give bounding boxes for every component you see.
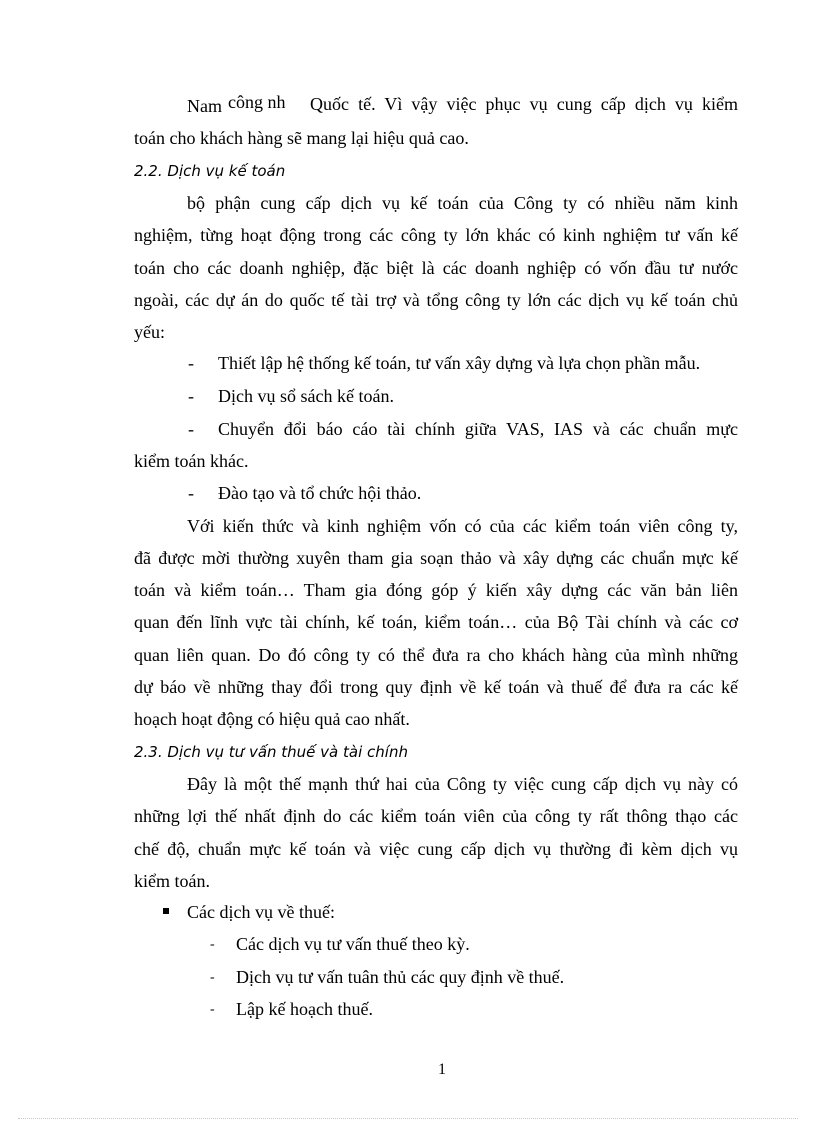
list-dash: - [188,419,194,439]
paragraph-line: đã được mời thường xuyên tham gia soạn thảo và xây dựng các chuẩn mực kế [134,548,738,568]
list-item: Dịch vụ sổ sách kế toán. [218,386,394,406]
section-heading: 2.3. Dịch vụ tư vấn thuế và tài chính [134,743,408,761]
list-item: Đào tạo và tổ chức hội thảo. [218,483,422,503]
section-heading: 2.2. Dịch vụ kế toán [134,162,286,180]
paragraph-line: những lợi thế nhất định do các kiểm toán viên của công ty rất thông thạo các [134,806,738,826]
paragraph-line: toán cho các doanh nghiệp, đặc biệt là các doanh nghiệp có vốn đầu tư nước [134,258,738,278]
list-item: Thiết lập hệ thống kế toán, tư vấn xây dựng và lựa chọn phần mẫu. [218,353,701,373]
paragraph-line: yếu: [134,322,165,342]
list-item: Các dịch vụ tư vấn thuế theo kỳ. [236,934,470,954]
list-dash: - [188,353,194,373]
paragraph-line: hoạch hoạt động có hiệu quả cao nhất. [134,709,410,729]
paragraph-line: bộ phận cung cấp dịch vụ kế toán của Công ty có nhiều năm kinh [187,193,738,213]
list-dash: - [210,1002,215,1017]
list-heading: Các dịch vụ về thuế: [187,902,335,922]
list-dash: - [210,970,215,985]
list-item-continuation: kiểm toán khác. [134,451,249,471]
paragraph-line: toán và kiểm toán… Tham gia đóng góp ý kiến xây dựng các văn bản liên [134,580,738,600]
paragraph-line: chế độ, chuẩn mực kế toán và việc cung cấp dịch vụ thường đi kèm dịch vụ [134,839,738,859]
page-bottom-rule [18,1118,798,1119]
list-dash: - [210,937,215,952]
paragraph-line: Với kiến thức và kinh nghiệm vốn có của các kiểm toán viên công ty, [187,516,738,536]
page-number: 1 [438,1061,446,1078]
paragraph-line: ngoài, các dự án do quốc tế tài trợ và tổng công ty lớn các dịch vụ kế toán chủ [134,290,738,310]
paragraph-line: dự báo về những thay đổi trong quy định về kế toán và thuế để đưa ra các kế [134,677,738,697]
paragraph-line: quan liên quan. Do đó công ty có thể đưa ra cho khách hàng của mình những [134,645,738,665]
list-dash: - [188,483,194,503]
paragraph-line: nghiệm, từng hoạt động trong các công ty lớn khác có kinh nghiệm tư vấn kế [134,225,738,245]
square-bullet-icon [163,908,169,914]
text-fragment: công nh [228,92,286,112]
list-item: Lập kế hoạch thuế. [236,999,373,1019]
paragraph-line: Quốc tế. Vì vậy việc phục vụ cung cấp dịch vụ kiểm [310,94,738,114]
paragraph-line: quan đến lĩnh vực tài chính, kế toán, kiểm toán… của Bộ Tài chính và các cơ [134,612,738,632]
paragraph-line: toán cho khách hàng sẽ mang lại hiệu quả cao. [134,128,469,148]
list-item: Dịch vụ tư vấn tuân thủ các quy định về thuế. [236,967,565,987]
paragraph-line: kiểm toán. [134,871,210,891]
text-fragment: Nam [187,96,222,116]
list-dash: - [188,386,194,406]
list-item: Chuyển đổi báo cáo tài chính giữa VAS, IAS và các chuẩn mực [218,419,738,439]
paragraph-line: Đây là một thế mạnh thứ hai của Công ty việc cung cấp dịch vụ này có [187,774,738,794]
